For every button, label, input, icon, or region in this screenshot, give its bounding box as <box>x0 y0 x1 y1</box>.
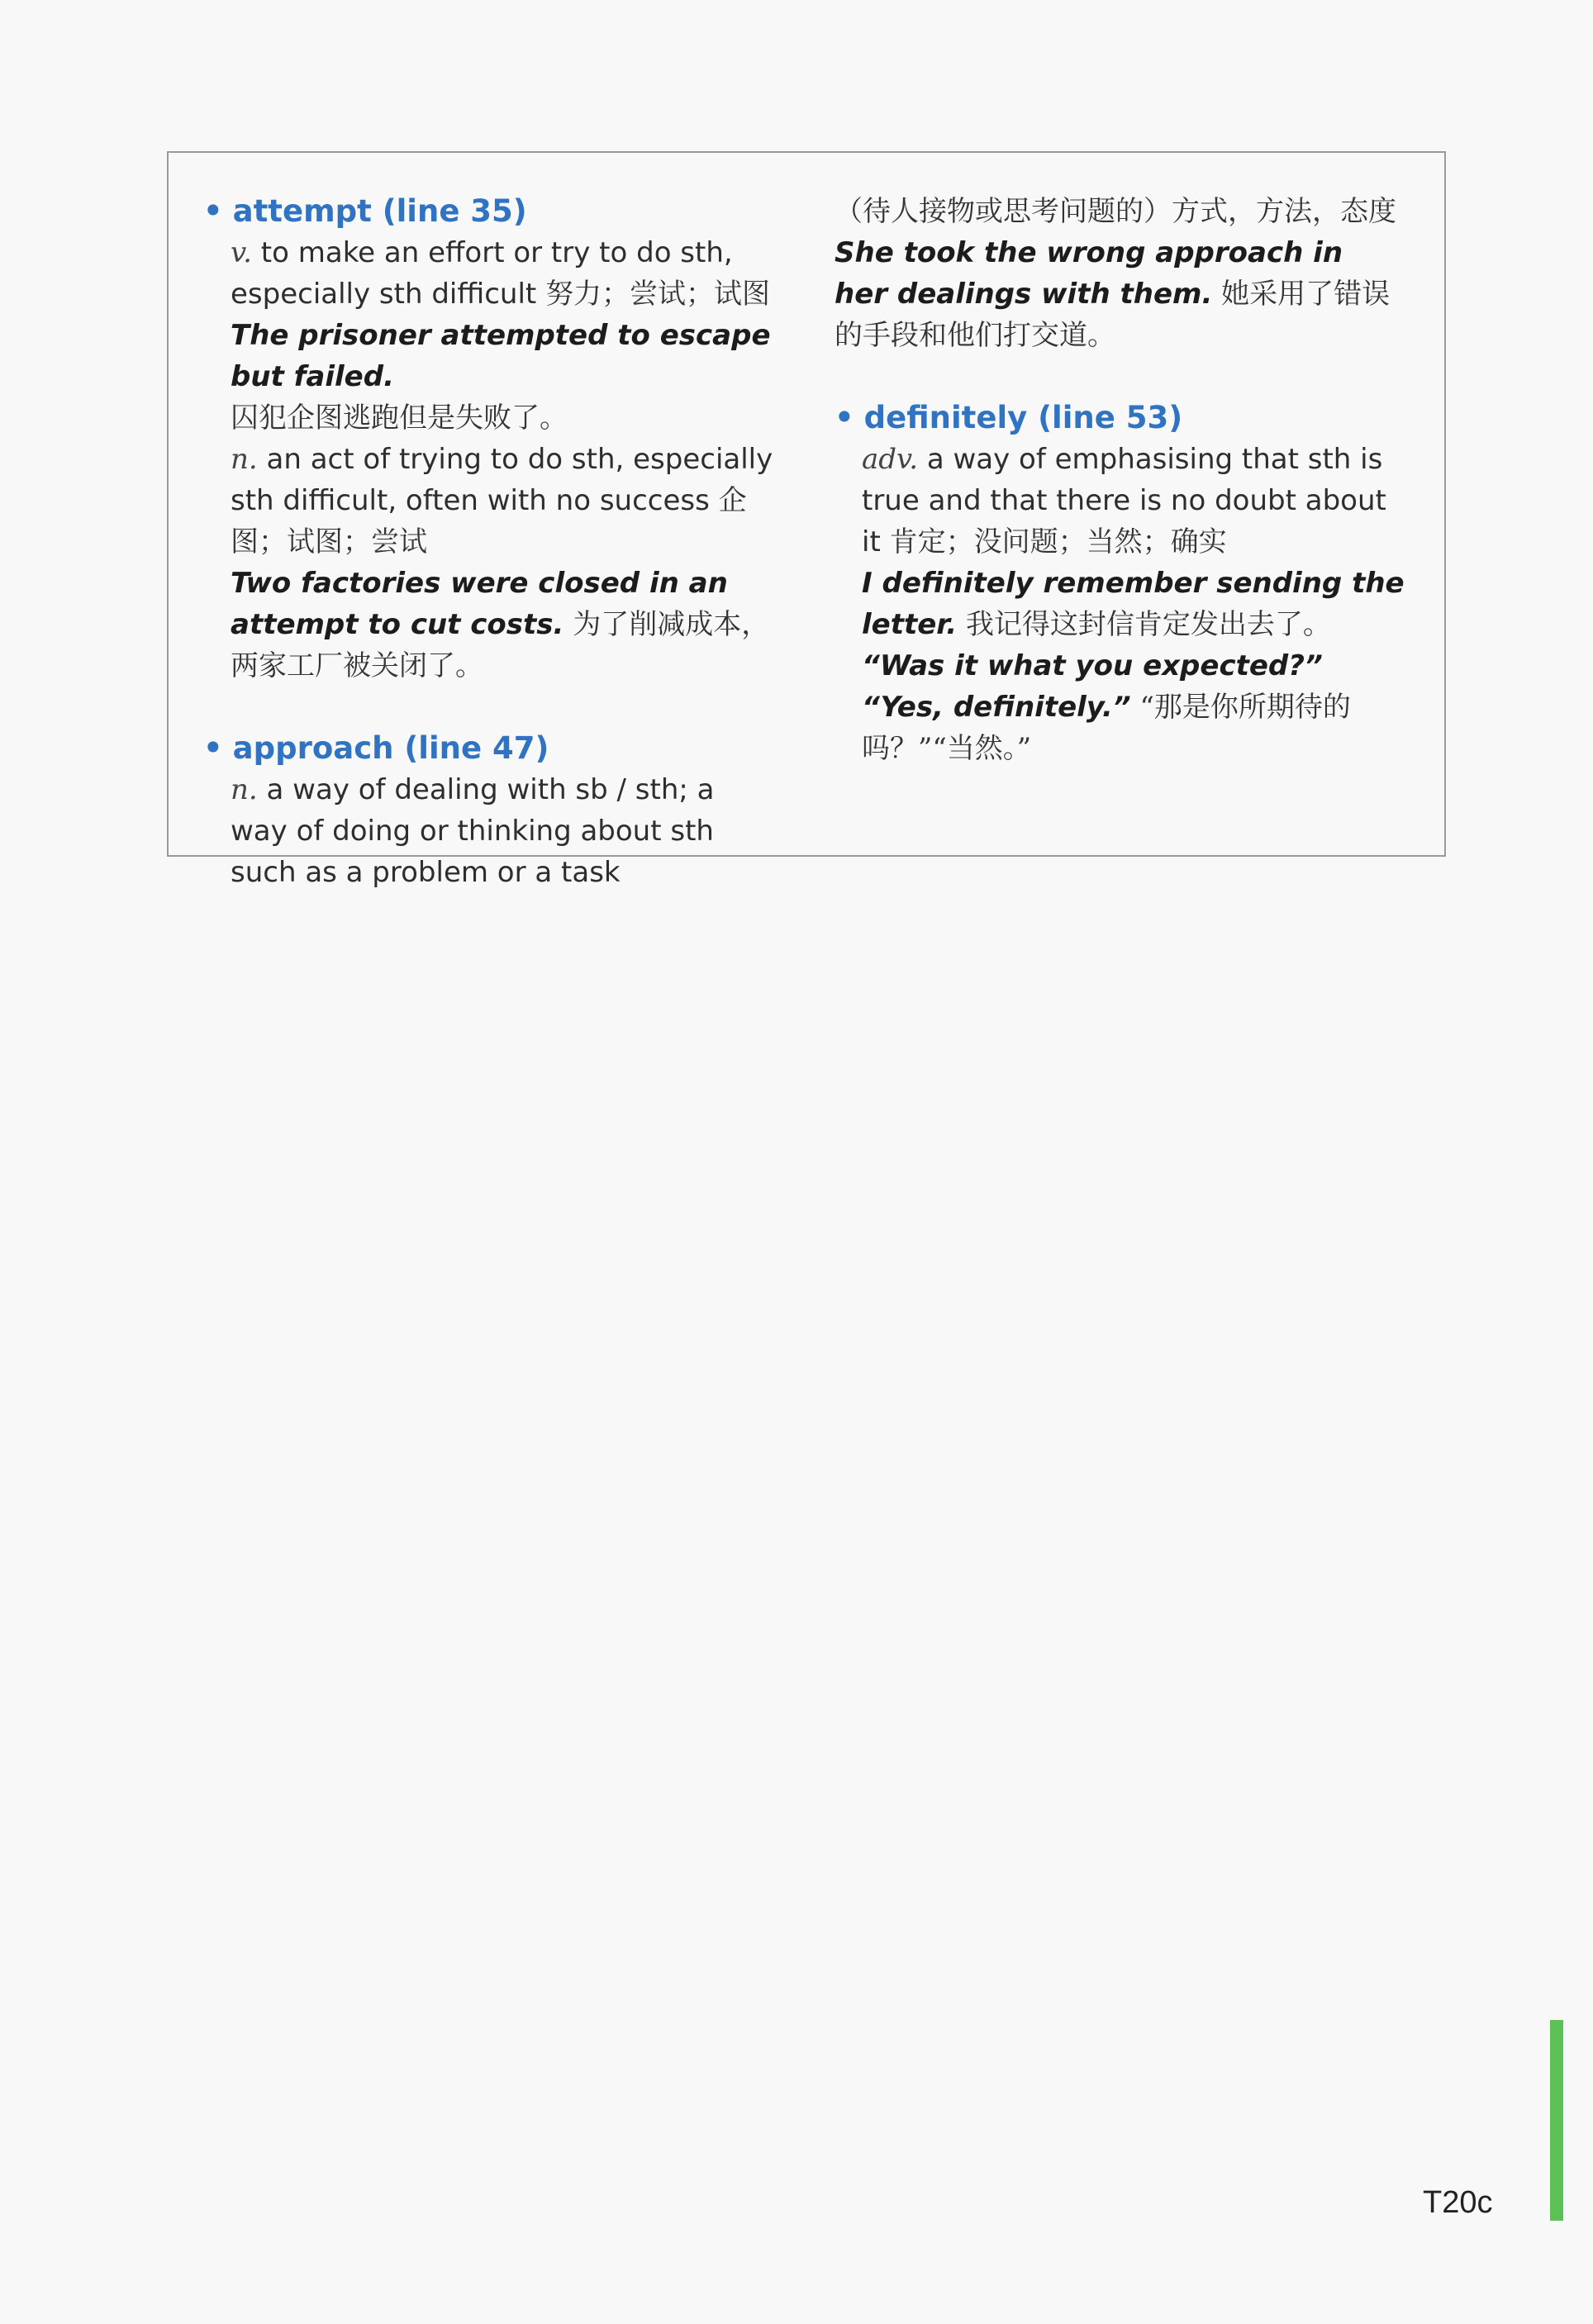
example-block <box>862 563 1405 645</box>
part-of-speech: v. <box>231 236 252 269</box>
example-sentence: The prisoner attempted to escape but failed. <box>231 319 771 393</box>
chinese-translation: 企图；试图；尝试 <box>231 484 747 558</box>
example-block <box>231 563 773 687</box>
chinese-translation: 肯定；没问题；当然；确实 <box>889 525 1227 558</box>
part-of-speech: n. <box>231 773 258 806</box>
entry-attempt <box>203 191 773 687</box>
example-block <box>862 645 1405 769</box>
chinese-translation: （待人接物或思考问题的）方式，方法，态度 <box>835 195 1396 228</box>
definition: a way of emphasising that sth is true and that there is no doubt about it <box>862 443 1386 558</box>
bullet-icon: • <box>203 730 223 766</box>
example-sentence: “Was it what you expected?” “Yes, definitely.” <box>862 649 1323 724</box>
part-of-speech: adv. <box>862 443 919 476</box>
entry-body <box>203 769 773 893</box>
example-translation: 我记得这封信肯定发出去了。 <box>965 608 1331 641</box>
chapter-side-tab <box>1550 2020 1563 2221</box>
entry-approach-continued <box>835 191 1405 356</box>
definition: an act of trying to do sth, especially sth difficult, often with no success <box>231 443 773 517</box>
chinese-translation: 努力；尝试；试图 <box>545 278 771 311</box>
example-translation: 为了削减成本，两家工厂被关闭了。 <box>231 608 770 682</box>
example-translation: 她采用了错误的手段和他们打交道。 <box>835 278 1391 352</box>
vocabulary-box <box>167 151 1446 889</box>
definition: a way of dealing with sb / sth; a way of doing or thinking about sth such as a problem or a task <box>231 773 715 889</box>
bullet-icon: • <box>203 193 223 229</box>
example-sentence: Two factories were closed in an attempt to cut costs. <box>231 567 728 641</box>
headword-definitely: • definitely (line 53) <box>835 400 1183 435</box>
entry-body <box>203 232 773 687</box>
vocabulary-column-left <box>203 191 773 934</box>
entry-approach <box>203 728 773 893</box>
example-translation: “那是你所期待的吗？”“当然。” <box>862 691 1351 765</box>
headword-attempt: • attempt (line 35) <box>203 193 527 229</box>
entry-definitely <box>835 397 1405 769</box>
headword-approach: • approach (line 47) <box>203 730 549 766</box>
page-number: T20c <box>1423 2185 1493 2220</box>
example-sentence: She took the wrong approach in her dealings with them. <box>835 236 1343 311</box>
bullet-icon: • <box>835 400 854 435</box>
vocabulary-column-right <box>835 191 1405 810</box>
example-sentence: I definitely remember sending the letter. <box>862 567 1405 641</box>
definition: to make an effort or try to do sth, especially sth difficult <box>231 236 733 311</box>
part-of-speech: n. <box>231 443 258 476</box>
example-translation: 囚犯企图逃跑但是失败了。 <box>231 402 568 435</box>
entry-body <box>835 439 1405 769</box>
example-block <box>835 232 1405 356</box>
